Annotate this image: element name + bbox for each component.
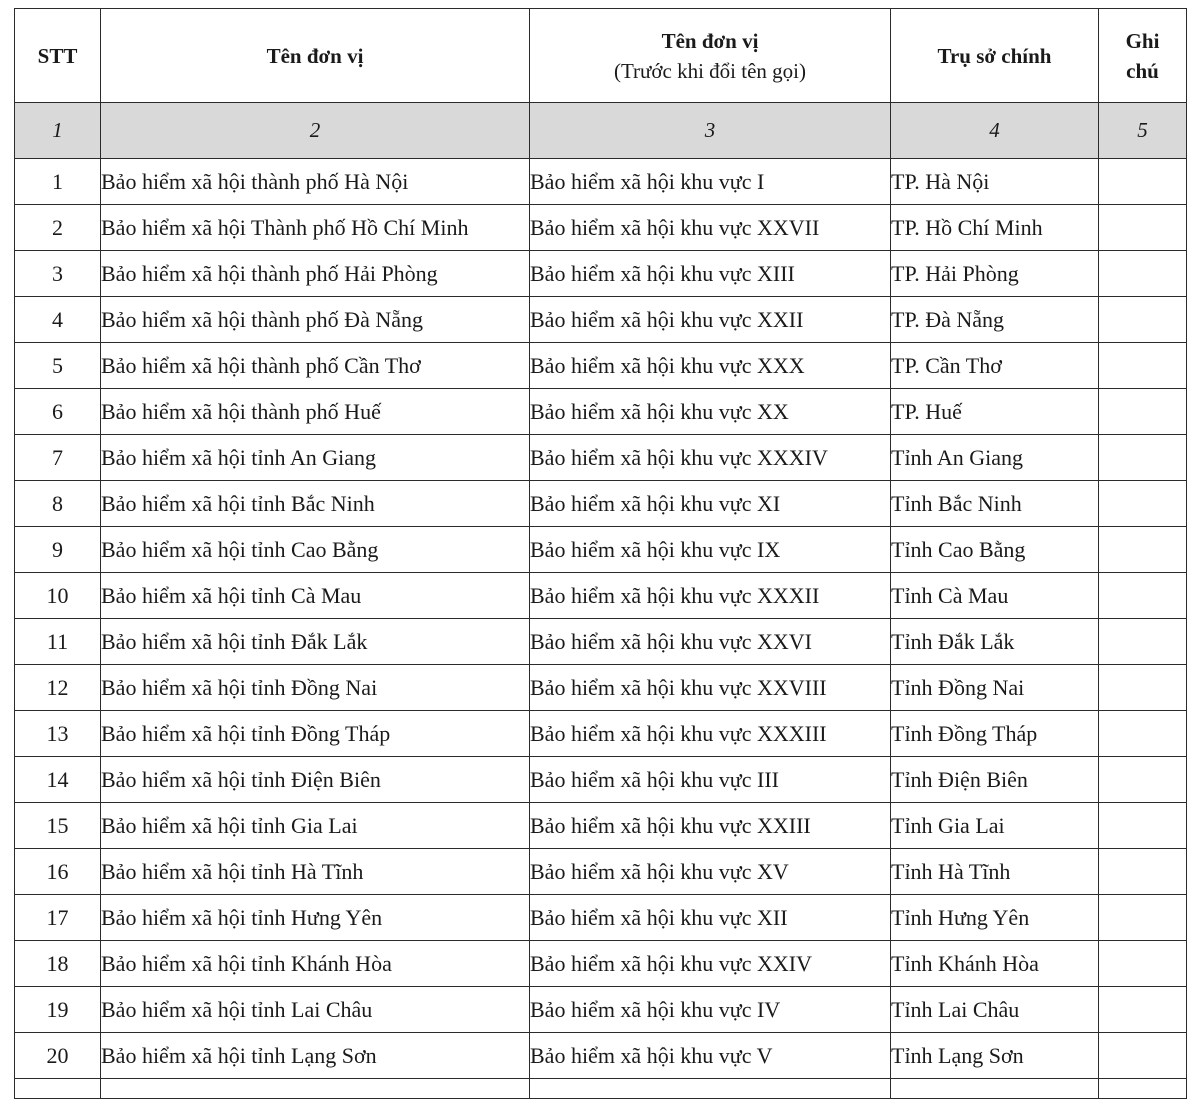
row-headquarters: TP. Hải Phòng [891,251,1099,297]
row-stt: 3 [15,251,101,297]
header-note-line2: chú [1126,58,1159,83]
column-index: 1 [15,103,101,159]
row-note [1099,573,1187,619]
table-row [15,343,1187,389]
row-headquarters: Tỉnh Gia Lai [891,803,1099,849]
row-previous-name: Bảo hiểm xã hội khu vực XXIII [530,803,891,849]
row-stt: 18 [15,941,101,987]
row-unit-name: Bảo hiểm xã hội tỉnh Đồng Tháp [101,711,530,757]
row-stt: 17 [15,895,101,941]
table-row [15,159,1187,205]
row-headquarters: Tỉnh Đồng Nai [891,665,1099,711]
row-previous-name: Bảo hiểm xã hội khu vực XXXII [530,573,891,619]
column-index: 3 [530,103,891,159]
row-note [1099,389,1187,435]
table-row [15,205,1187,251]
row-note [1099,711,1187,757]
row-headquarters: Tỉnh Điện Biên [891,757,1099,803]
row-stt: 9 [15,527,101,573]
row-previous-name: Bảo hiểm xã hội khu vực XX [530,389,891,435]
table-row [15,665,1187,711]
row-unit-name: Bảo hiểm xã hội thành phố Cần Thơ [101,343,530,389]
row-unit-name: Bảo hiểm xã hội thành phố Huế [101,389,530,435]
row-note [1099,481,1187,527]
row-note [1099,297,1187,343]
row-previous-name: Bảo hiểm xã hội khu vực XXXIII [530,711,891,757]
row-previous-name: Bảo hiểm xã hội khu vực III [530,757,891,803]
table-row [15,987,1187,1033]
row-headquarters: Tỉnh Lạng Sơn [891,1033,1099,1079]
header-row [15,9,1187,103]
row-previous-name: Bảo hiểm xã hội khu vực XXVI [530,619,891,665]
row-note [1099,251,1187,297]
table-row [15,1033,1187,1079]
row-previous-name: Bảo hiểm xã hội khu vực XIII [530,251,891,297]
row-note [1099,343,1187,389]
row-previous-name: Bảo hiểm xã hội khu vực XV [530,849,891,895]
table-row [15,481,1187,527]
row-stt: 2 [15,205,101,251]
row-previous-name: Bảo hiểm xã hội khu vực XXX [530,343,891,389]
column-index: 2 [101,103,530,159]
row-note [1099,1033,1187,1079]
row-headquarters: TP. Hồ Chí Minh [891,205,1099,251]
row-cell-empty [101,1079,530,1099]
row-note [1099,757,1187,803]
row-previous-name: Bảo hiểm xã hội khu vực XXII [530,297,891,343]
table-row [15,941,1187,987]
column-index: 5 [1099,103,1187,159]
row-headquarters: Tỉnh An Giang [891,435,1099,481]
header-note-line1: Ghi [1125,28,1160,53]
row-headquarters: Tỉnh Lai Châu [891,987,1099,1033]
row-stt: 14 [15,757,101,803]
row-headquarters: TP. Huế [891,389,1099,435]
column-index: 4 [891,103,1099,159]
row-stt: 4 [15,297,101,343]
row-headquarters: Tỉnh Đồng Tháp [891,711,1099,757]
row-cell-empty [891,1079,1099,1099]
row-headquarters: TP. Đà Nẵng [891,297,1099,343]
row-unit-name: Bảo hiểm xã hội tỉnh Hà Tĩnh [101,849,530,895]
header-headquarters: Trụ sở chính [891,9,1099,103]
row-note [1099,941,1187,987]
row-headquarters: Tỉnh Bắc Ninh [891,481,1099,527]
header-previous-name-subtitle: (Trước khi đổi tên gọi) [613,58,807,83]
row-stt: 7 [15,435,101,481]
row-stt: 6 [15,389,101,435]
header-note [1099,9,1187,103]
table-row [15,297,1187,343]
row-unit-name: Bảo hiểm xã hội tỉnh Cà Mau [101,573,530,619]
row-stt: 10 [15,573,101,619]
row-note [1099,895,1187,941]
row-previous-name: Bảo hiểm xã hội khu vực XXIV [530,941,891,987]
row-stt: 15 [15,803,101,849]
row-stt: 13 [15,711,101,757]
row-previous-name: Bảo hiểm xã hội khu vực IX [530,527,891,573]
row-headquarters: TP. Cần Thơ [891,343,1099,389]
row-note [1099,803,1187,849]
row-cell-empty [15,1079,101,1099]
table-row-partial [15,1079,1187,1099]
row-stt: 20 [15,1033,101,1079]
row-stt: 16 [15,849,101,895]
table-row [15,895,1187,941]
row-previous-name: Bảo hiểm xã hội khu vực XXVII [530,205,891,251]
header-previous-name [530,9,891,103]
header-previous-name-title: Tên đơn vị [661,28,759,53]
row-previous-name: Bảo hiểm xã hội khu vực I [530,159,891,205]
row-unit-name: Bảo hiểm xã hội Thành phố Hồ Chí Minh [101,205,530,251]
row-note [1099,987,1187,1033]
row-unit-name: Bảo hiểm xã hội thành phố Hải Phòng [101,251,530,297]
table-row [15,251,1187,297]
row-unit-name: Bảo hiểm xã hội thành phố Hà Nội [101,159,530,205]
table-row [15,435,1187,481]
row-headquarters: Tỉnh Đắk Lắk [891,619,1099,665]
row-unit-name: Bảo hiểm xã hội tỉnh Lai Châu [101,987,530,1033]
row-note [1099,435,1187,481]
row-headquarters: Tỉnh Cao Bằng [891,527,1099,573]
row-headquarters: Tỉnh Khánh Hòa [891,941,1099,987]
row-unit-name: Bảo hiểm xã hội tỉnh Đồng Nai [101,665,530,711]
row-note [1099,205,1187,251]
header-unit-name: Tên đơn vị [101,9,530,103]
row-note [1099,159,1187,205]
row-cell-empty [1099,1079,1187,1099]
row-stt: 1 [15,159,101,205]
row-headquarters: Tỉnh Cà Mau [891,573,1099,619]
row-unit-name: Bảo hiểm xã hội thành phố Đà Nẵng [101,297,530,343]
table-row [15,849,1187,895]
units-table [14,8,1187,1099]
row-previous-name: Bảo hiểm xã hội khu vực IV [530,987,891,1033]
table-body [15,159,1187,1099]
row-note [1099,527,1187,573]
table-row [15,573,1187,619]
row-unit-name: Bảo hiểm xã hội tỉnh Khánh Hòa [101,941,530,987]
row-headquarters: Tỉnh Hưng Yên [891,895,1099,941]
row-note [1099,619,1187,665]
row-previous-name: Bảo hiểm xã hội khu vực XII [530,895,891,941]
row-headquarters: Tỉnh Hà Tĩnh [891,849,1099,895]
row-stt: 12 [15,665,101,711]
row-stt: 11 [15,619,101,665]
row-headquarters: TP. Hà Nội [891,159,1099,205]
row-unit-name: Bảo hiểm xã hội tỉnh Bắc Ninh [101,481,530,527]
row-unit-name: Bảo hiểm xã hội tỉnh Đắk Lắk [101,619,530,665]
row-stt: 8 [15,481,101,527]
row-previous-name: Bảo hiểm xã hội khu vực XI [530,481,891,527]
row-unit-name: Bảo hiểm xã hội tỉnh Gia Lai [101,803,530,849]
row-unit-name: Bảo hiểm xã hội tỉnh Lạng Sơn [101,1033,530,1079]
row-previous-name: Bảo hiểm xã hội khu vực XXXIV [530,435,891,481]
row-unit-name: Bảo hiểm xã hội tỉnh Hưng Yên [101,895,530,941]
table-row [15,527,1187,573]
row-stt: 5 [15,343,101,389]
table-row [15,803,1187,849]
row-note [1099,849,1187,895]
row-previous-name: Bảo hiểm xã hội khu vực V [530,1033,891,1079]
row-unit-name: Bảo hiểm xã hội tỉnh Điện Biên [101,757,530,803]
table-row [15,619,1187,665]
table-row [15,757,1187,803]
column-index-row [15,103,1187,159]
table-row [15,711,1187,757]
row-note [1099,665,1187,711]
row-unit-name: Bảo hiểm xã hội tỉnh Cao Bằng [101,527,530,573]
row-previous-name: Bảo hiểm xã hội khu vực XXVIII [530,665,891,711]
row-stt: 19 [15,987,101,1033]
row-cell-empty [530,1079,891,1099]
table-row [15,389,1187,435]
row-unit-name: Bảo hiểm xã hội tỉnh An Giang [101,435,530,481]
header-stt: STT [15,9,101,103]
